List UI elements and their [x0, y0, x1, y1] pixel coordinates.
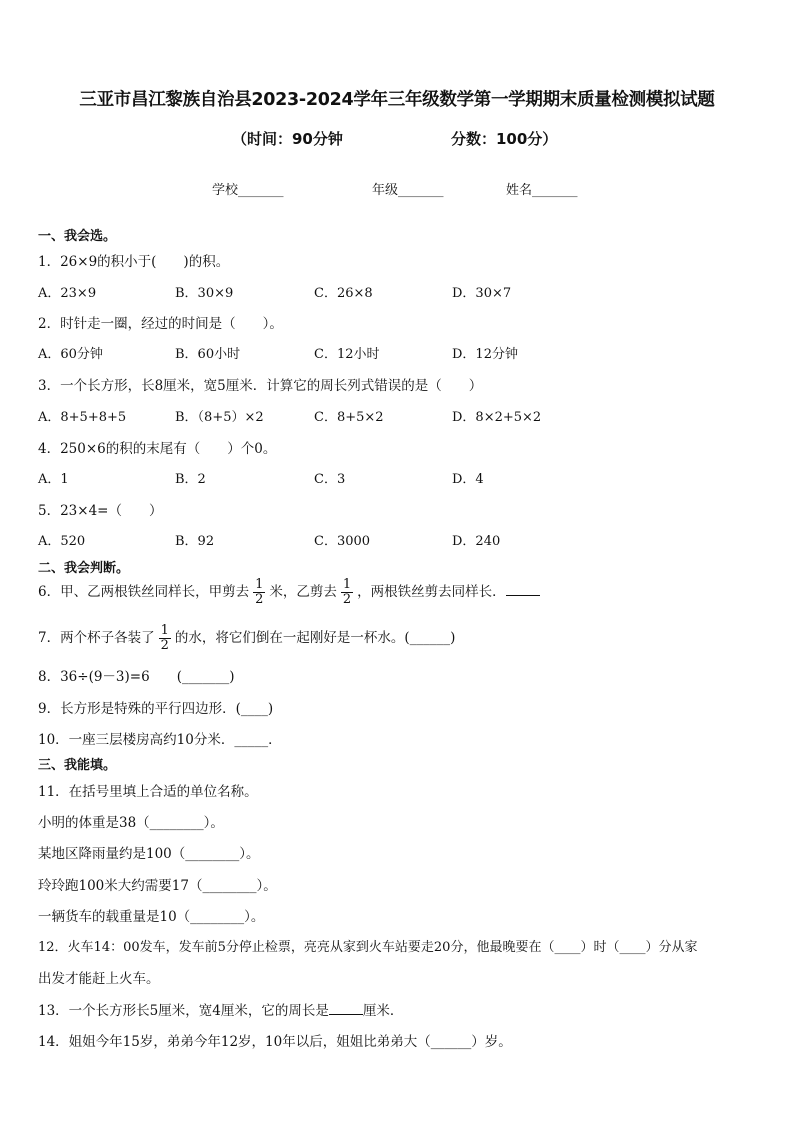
q13-text-part2: 厘米． [362, 1003, 404, 1019]
school-field[interactable]: 学校_______ [212, 183, 284, 198]
question-7 [38, 624, 455, 653]
question-5: 5．23×4=（ ） [38, 503, 163, 519]
question-12: 12．火车14：00发车，发车前5分停止检票，亮亮从家到火车站要走20分，他最晚要在（____）时（____）分从家 [38, 940, 698, 955]
fraction-denominator: 2 [255, 592, 264, 607]
question-6 [38, 578, 540, 607]
fraction-numerator: 1 [255, 577, 264, 592]
q3-option-a[interactable]: A．8+5+8+5 [38, 410, 127, 425]
q5-option-b[interactable]: B．92 [175, 534, 215, 549]
question-8: 8．36÷(9－3)=6 (_______) [38, 669, 235, 685]
q5-option-a[interactable]: A．520 [38, 534, 86, 549]
q7-text-part1: 7．两个杯子各装了 [38, 630, 155, 646]
q5-option-c[interactable]: C．3000 [314, 534, 371, 549]
fraction-denominator: 2 [342, 592, 352, 607]
answer-blank[interactable] [329, 1000, 363, 1015]
section-heading-fill: 三、我能填。 [38, 758, 117, 773]
q11-line-3: 玲玲跑100米大约需要17（________）。 [38, 878, 277, 894]
q6-text-part2: 米，乙剪去 [269, 584, 337, 600]
fraction-one-half [341, 578, 353, 607]
section-heading-judge: 二、我会判断。 [38, 561, 130, 576]
q2-option-b[interactable]: B．60小时 [175, 347, 241, 362]
grade-field[interactable]: 年级_______ [372, 183, 444, 198]
fraction-one-half [253, 578, 265, 607]
exam-score: 分数：100分） [451, 130, 558, 148]
question-4: 4．250×6的积的末尾有（ ）个0。 [38, 441, 277, 457]
q11-line-1: 小明的体重是38（________）。 [38, 815, 224, 831]
q4-option-a[interactable]: A．1 [38, 472, 69, 487]
question-11: 11．在括号里填上合适的单位名称。 [38, 784, 258, 800]
q1-option-b[interactable]: B．30×9 [175, 286, 234, 301]
exam-time: （时间：90分钟 [232, 130, 343, 148]
q11-line-4: 一辆货车的载重量是10（________）。 [38, 909, 265, 925]
q2-option-a[interactable]: A．60分钟 [38, 347, 103, 362]
q2-option-c[interactable]: C．12小时 [314, 347, 380, 362]
question-13 [38, 999, 403, 1019]
fraction-numerator: 1 [160, 623, 169, 638]
q6-text-part1: 6．甲、乙两根铁丝同样长，甲剪去 [38, 584, 250, 600]
question-2: 2．时针走一圈，经过的时间是（ ）。 [38, 316, 283, 332]
q4-option-c[interactable]: C．3 [314, 472, 346, 487]
question-12-continued: 出发才能赶上火车。 [38, 971, 160, 987]
q2-option-d[interactable]: D．12分钟 [452, 347, 518, 362]
fraction-denominator: 2 [160, 638, 169, 653]
q3-option-b[interactable]: B．（8+5）×2 [175, 410, 264, 425]
q13-text-part1: 13．一个长方形长5厘米，宽4厘米，它的周长是 [38, 1003, 329, 1019]
q6-text-part3: ，两根铁丝剪去同样长． [357, 584, 506, 600]
question-14: 14．姐姐今年15岁，弟弟今年12岁，10年以后，姐姐比弟弟大（______）岁。 [38, 1034, 512, 1050]
fraction-one-half [159, 624, 171, 653]
q4-option-b[interactable]: B．2 [175, 472, 206, 487]
question-1: 1．26×9的积小于( )的积。 [38, 254, 230, 270]
name-field[interactable]: 姓名_______ [506, 183, 578, 198]
question-10: 10．一座三层楼房高约10分米．_____． [38, 732, 282, 748]
fraction-numerator: 1 [342, 577, 352, 592]
q1-option-d[interactable]: D．30×7 [452, 286, 512, 301]
page-title: 三亚市昌江黎族自治县2023-2024学年三年级数学第一学期期末质量检测模拟试题 [79, 90, 715, 110]
question-9: 9．长方形是特殊的平行四边形．(____) [38, 701, 274, 717]
q4-option-d[interactable]: D．4 [452, 472, 484, 487]
q7-text-part2: 的水，将它们倒在一起刚好是一杯水。(______) [174, 630, 456, 646]
q11-line-2: 某地区降雨量约是100（________）。 [38, 846, 260, 862]
answer-blank[interactable] [506, 581, 540, 596]
section-heading-choice: 一、我会选。 [38, 229, 117, 244]
q3-option-c[interactable]: C．8+5×2 [314, 410, 384, 425]
q3-option-d[interactable]: D．8×2+5×2 [452, 410, 542, 425]
q1-option-c[interactable]: C．26×8 [314, 286, 373, 301]
q1-option-a[interactable]: A．23×9 [38, 286, 97, 301]
question-3: 3．一个长方形，长8厘米，宽5厘米．计算它的周长列式错误的是（ ） [38, 378, 483, 394]
q5-option-d[interactable]: D．240 [452, 534, 501, 549]
